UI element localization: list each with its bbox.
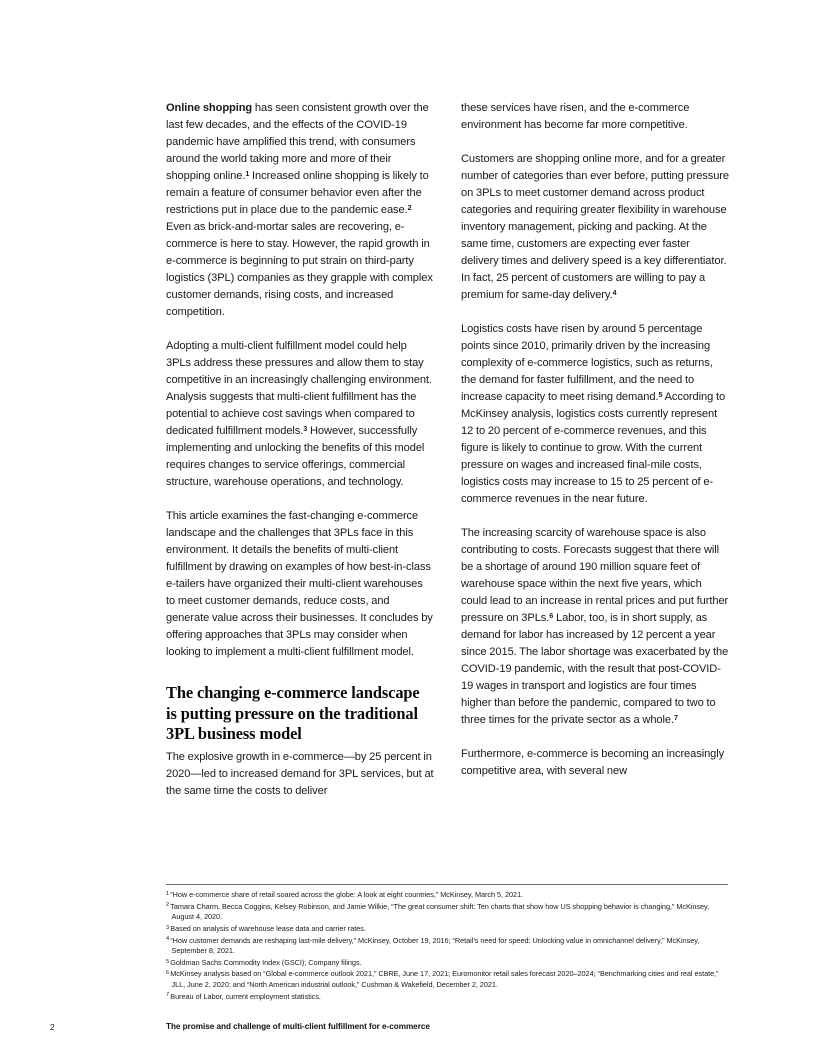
paragraph-text-cont: According to McKinsey analysis, logistics costs currently represent 12 to 20 percent of e-commerce revenues, and this figure is likely to continue to grow. With the current pressure on wages and increased final-mile costs, logistics costs may increase to 15 to 25 percent of e-commerce revenues in the near future. bbox=[461, 391, 726, 505]
page-number: 2 bbox=[50, 1022, 55, 1032]
paragraph-logistics-costs bbox=[461, 321, 729, 508]
footnote-divider bbox=[166, 884, 728, 885]
right-column bbox=[461, 100, 729, 800]
footnote-marker-7: 7 bbox=[674, 712, 678, 722]
footnote-text: Based on analysis of warehouse lease data and carrier rates. bbox=[170, 923, 366, 933]
footnote-number: 4 bbox=[166, 936, 170, 943]
paragraph-article-overview: This article examines the fast-changing e-commerce landscape and the challenges that 3PLs face in this environment. It details the benefits of multi-client fulfillment by drawing on examples of how best-in-class e-tailers have organized their multi-client warehouses to meet customer demands, reduce costs, and generate value across their businesses. It concludes by offering approaches that 3PLs may consider when looking to implement a multi-client fulfillment model. bbox=[166, 510, 433, 658]
footnote-text: McKinsey analysis based on “Global e-commerce outlook 2021,” CBRE, June 17, 2021; Euromonitor retail sales forecast 2020–2024; “Benchmarking cities and real estate,” JLL, June 2, 2020; and “North American industrial outlook,” Cushman & Wakefield, December 2, 2021. bbox=[170, 969, 719, 989]
paragraph-text-cont: Increased online shopping is likely to remain a feature of consumer behavior even after the restrictions put in place due to the pandemic ease. bbox=[166, 170, 429, 216]
footnote-text: “How e-commerce share of retail soared across the globe: A look at eight countries,” McKinsey, March 5, 2021. bbox=[170, 890, 524, 899]
footnote-item bbox=[166, 936, 732, 957]
footnote-number: 1 bbox=[166, 890, 170, 897]
paragraph-text-cont: Labor, too, is in short supply, as demand for labor has increased by 12 percent a year since 2015. The labor shortage was exacerbated by the COVID-19 pandemic, with the result that post-COVID-19 wages in transport and logistics are four times higher than before the pandemic, compared to two to three times for the private sector as a whole. bbox=[461, 612, 729, 726]
footnote-text: Tamara Charm, Becca Coggins, Kelsey Robinson, and Jamie Wilkie, “The great consumer shift: Ten charts that show how US shopping behavior is changing,” McKinsey, August 4, 2020. bbox=[170, 901, 710, 922]
footnote-marker-2: 2 bbox=[407, 202, 412, 212]
section-heading: The changing e-commerce landscape is putting pressure on the traditional 3PL business model bbox=[166, 683, 420, 744]
footnote-item bbox=[166, 902, 732, 923]
paragraph-text: Logistics costs have risen by around 5 percentage points since 2010, primarily driven by the increasing complexity of e-commerce logistics, such as returns, the demand for faster fulfillment, and the need to increase capacity to meet rising demand. bbox=[461, 323, 713, 403]
footnote-item bbox=[166, 992, 732, 1003]
paragraph-text: Customers are shopping online more, and for a greater number of categories than ever before, putting pressure on 3PLs to meet customer demand across product categories and requiring greater flexibility in warehouse inventory management, picking and packing. At the same time, customers are expecting ever faster delivery times and delivery speed is a key differentiator. In fact, 25 percent of customers are willing to pay a premium for same-day delivery. bbox=[461, 153, 730, 301]
footnote-text: Goldman Sachs Commodity Index (GSCI); Company filings. bbox=[170, 957, 362, 967]
paragraph-text: has seen consistent growth over the last few decades, and the effects of the COVID-19 pandemic have amplified this trend, with consumers around the world taking more and more of their shopping online. bbox=[166, 102, 429, 182]
footer-document-title: The promise and challenge of multi-client fulfillment for e-commerce bbox=[166, 1022, 430, 1031]
footnote-marker-5: 5 bbox=[658, 389, 663, 399]
paragraph-online-shopping bbox=[166, 100, 434, 321]
paragraph-competitive-area: Furthermore, e-commerce is becoming an increasingly competitive area, with several new bbox=[461, 748, 725, 777]
paragraph-customers-online bbox=[461, 151, 729, 304]
footnote-number: 3 bbox=[166, 924, 170, 931]
paragraph-text-end: Even as brick-and-mortar sales are recovering, e-commerce is here to stay. However, the rapid growth in e-commerce is beginning to put strain on third-party logistics (3PL) companies as they grapple with complex customer demands, rising costs, and increased competition. bbox=[166, 221, 433, 318]
footnotes-list bbox=[166, 890, 732, 1003]
footnote-number: 7 bbox=[166, 992, 170, 999]
footnote-marker-6: 6 bbox=[549, 610, 554, 620]
paragraph-explosive-growth: The explosive growth in e-commerce—by 25 percent in 2020—led to increased demand for 3PL services, but at the same time the costs to deliver bbox=[166, 750, 434, 797]
page-footer bbox=[0, 1021, 815, 1037]
paragraph-services-risen: these services have risen, and the e-commerce environment has become far more competitive. bbox=[461, 102, 690, 131]
paragraph-warehouse-scarcity bbox=[461, 525, 729, 729]
footnote-item bbox=[166, 969, 732, 990]
footnote-marker-1: 1 bbox=[245, 168, 250, 178]
two-column-body bbox=[166, 100, 728, 800]
paragraph-text: The increasing scarcity of warehouse space is also contributing to costs. Forecasts suggest that there will be a shortage of around 190 million square feet of warehouse space within the next five years, which could lead to an increase in rental prices and put further pressure on 3PLs. bbox=[461, 527, 729, 624]
paragraph-lead-in: Online shopping bbox=[166, 102, 253, 114]
paragraph-multi-client-model bbox=[166, 338, 434, 491]
footnote-number: 2 bbox=[166, 902, 170, 909]
footnote-marker-3: 3 bbox=[303, 423, 308, 433]
footnote-number: 5 bbox=[166, 958, 170, 965]
footnote-number: 6 bbox=[166, 970, 170, 977]
footnote-text: Bureau of Labor, current employment statistics. bbox=[170, 991, 321, 1001]
left-column bbox=[166, 100, 434, 800]
paragraph-text-cont: However, successfully implementing and unlocking the benefits of this model requires changes to service offerings, commercial structure, warehouse operations, and technology. bbox=[166, 425, 425, 488]
paragraph-text: Adopting a multi-client fulfillment model could help 3PLs address these pressures and allow them to stay competitive in an increasingly challenging environment. Analysis suggests that multi-client fulfillment has the potential to achieve cost savings when compared to dedicated fulfillment models. bbox=[166, 340, 432, 437]
footnote-item bbox=[166, 958, 732, 969]
footnote-item bbox=[166, 890, 732, 901]
footnote-text: “How customer demands are reshaping last-mile delivery,” McKinsey, October 19, 2016; “Retail’s need for speed: Unlocking value in omnichannel delivery,” McKinsey, September 8, 2021. bbox=[170, 935, 700, 956]
footnote-marker-4: 4 bbox=[612, 287, 617, 297]
footnote-item bbox=[166, 924, 732, 935]
